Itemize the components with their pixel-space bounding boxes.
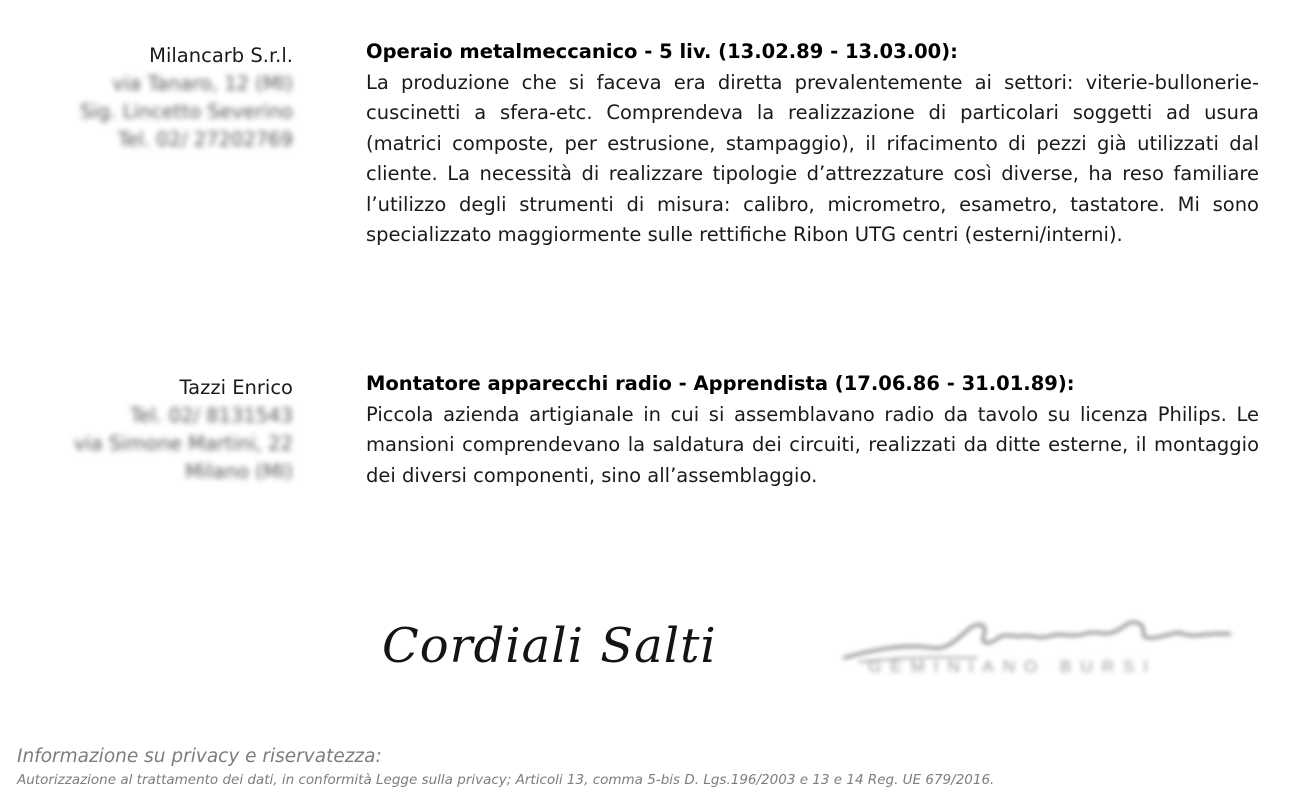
- employer-contact-person: Sig. Lincetto Severino: [80, 100, 293, 123]
- employer-name: Milancarb S.r.l.: [149, 44, 293, 67]
- employer-block: [13, 42, 293, 154]
- privacy-notice: [17, 744, 994, 790]
- experience-entry: [366, 369, 1259, 491]
- signature-name: GEMINIANO BURSI: [868, 657, 1157, 676]
- employer-name: Tazzi Enrico: [179, 376, 293, 399]
- employer-phone: Tel. 02/ 8131543: [130, 404, 293, 427]
- privacy-title: Informazione su privacy e riservatezza:: [17, 746, 382, 767]
- privacy-text: Autorizzazione al trattamento dei dati, in conformità Legge sulla privacy; Articoli 13, comma 5-bis D. Lgs.196/2003 e 13 e 14 Reg. UE 679/2016.: [17, 772, 995, 788]
- job-description: Piccola azienda artigianale in cui si assemblavano radio da tavolo su licenza Philips. Le mansioni comprendevano la saldatura dei circuiti, realizzati da ditte esterne, il montaggio dei diversi componenti, sino all’assemblaggio.: [366, 402, 1259, 487]
- employer-block: [13, 374, 293, 486]
- employer-address: via Tanaro, 12 (MI): [112, 72, 293, 95]
- job-title: Montatore apparecchi radio - Apprendista (17.06.86 - 31.01.89):: [366, 372, 1075, 395]
- experience-entry: [366, 37, 1259, 251]
- employer-address: via Simone Martini, 22: [73, 432, 293, 455]
- closing-greeting: Cordiali Salti: [382, 618, 717, 674]
- job-title: Operaio metalmeccanico - 5 liv. (13.02.89 - 13.03.00):: [366, 40, 958, 63]
- employer-city: Milano (MI): [185, 460, 293, 483]
- job-description: La produzione che si faceva era diretta prevalentemente ai settori: viterie-bullonerie- cuscinetti a sfera-etc. Comprendeva la realizzazione di particolari soggetti ad usura (matrici composte, per estrusione, stampaggio), il rifacimento di pezzi già utilizzati dal cliente. La necessità di realizzare tipologie d’attrezzature così diverse, ha reso familiare l’utilizzo degli strumenti di misura: calibro, micrometro, esametro, tastatore. Mi sono specializzato maggiormente sulle rettifiche Ribon UTG centri (esterni/interni).: [366, 70, 1259, 246]
- employer-phone: Tel. 02/ 27202769: [117, 128, 293, 151]
- signature-image: [838, 608, 1238, 680]
